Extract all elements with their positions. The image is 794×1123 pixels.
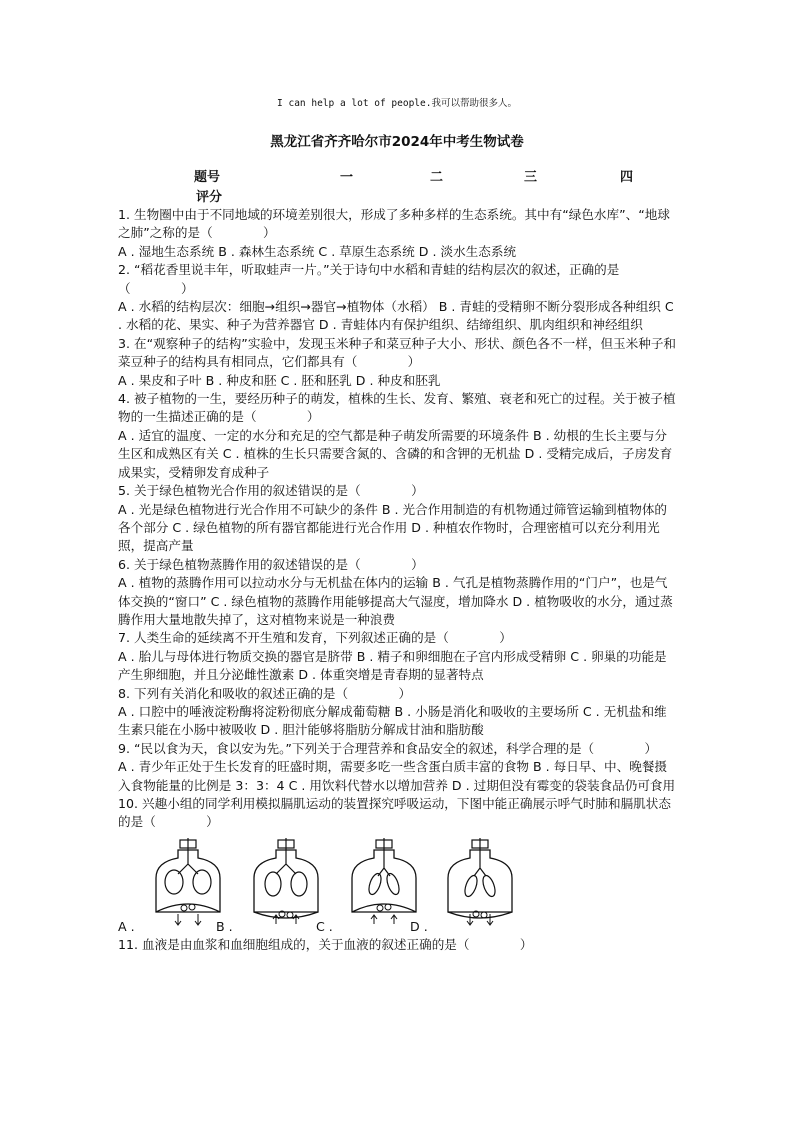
score-col-4: 四 xyxy=(620,170,634,185)
header-note: I can help a lot of people.我可以帮助很多人。 xyxy=(277,98,517,109)
question-options: A . 植物的蒸腾作用可以拉动水分与无机盐在体内的运输 B . 气孔是植物蒸腾作用的“门户”，也是气体交换的“窗口” C . 绿色植物的蒸腾作用能够提高大气湿度，增加降水 D . 植物吸收的水分，通过蒸腾作用大量地散失掉了，这对植物来说是一种浪费 xyxy=(118,575,673,627)
question-options: A . 胎儿与母体进行物质交换的器官是脐带 B . 精子和卵细胞在子宫内形成受精卵 C . 卵巢的功能是产生卵细胞，并且分泌雌性激素 D . 体重突增是青春期的显著特点 xyxy=(118,648,667,683)
figure-label-d: D . xyxy=(410,918,428,934)
score-col-2: 二 xyxy=(430,170,444,185)
question-text: 4. 被子植物的一生，要经历种子的萌发，植株的生长、发育、繁殖、衰老和死亡的过程。关于被子植物的一生描述正确的是（ ） xyxy=(118,391,676,425)
score-table xyxy=(190,166,650,206)
bell-jar-model-b xyxy=(246,838,326,926)
question-text: 8. 下列有关消化和吸收的叙述正确的是（ ） xyxy=(118,685,412,701)
question-text: 11. 血液是由血浆和血细胞组成的，关于血液的叙述正确的是（ ） xyxy=(118,936,533,952)
question-text: 7. 人类生命的延续离不开生殖和发育，下列叙述正确的是（ ） xyxy=(118,630,512,646)
score-row-header: 评分 xyxy=(196,190,223,205)
question-text: 3. 在“观察种子的结构”实验中，发现玉米种子和菜豆种子大小、形状、颜色各不一样，但玉米种子和菜豆种子的结构具有相同点，它们都具有（ ） xyxy=(118,335,677,370)
question-options: A . 光是绿色植物进行光合作用不可缺少的条件 B . 光合作用制造的有机物通过筛管运输到植物体的各个部分 C . 绿色植物的所有器官都能进行光合作用 D . 种植农作物时，合理密植可以充分利用光照，提高产量 xyxy=(118,501,668,554)
question-text: 2. “稻花香里说丰年，听取蛙声一片。”关于诗句中水稻和青蛙的结构层次的叙述，正确的是（ ） xyxy=(118,262,620,296)
question-text: 1. 生物圈中由于不同地域的环境差别很大，形成了多种多样的生态系统。其中有“绿色水库”、“地球之肺”之称的是（ ） xyxy=(118,207,670,241)
question-list xyxy=(118,206,678,954)
bell-jar-model-d xyxy=(440,838,520,926)
question-options: A . 适宜的温度、一定的水分和充足的空气都是种子萌发所需要的环境条件 B . 幼根的生长主要与分生区和成熟区有关 C . 植株的生长只需要含氮的、含磷的和含钾的无机盐 D . 受精完成后，子房发育成果实，受精卵发育成种子 xyxy=(118,427,673,480)
bell-jar-model-a xyxy=(148,838,228,926)
page-title: 黑龙江省齐齐哈尔市2024年中考生物试卷 xyxy=(270,134,524,150)
figure-label-a: A . xyxy=(118,918,135,934)
question-options: A . 果皮和子叶 B . 种皮和胚 C . 胚和胚乳 D . 种皮和胚乳 xyxy=(118,372,441,388)
question-text: 6. 关于绿色植物蒸腾作用的叙述错误的是（ ） xyxy=(118,556,424,572)
question-options: A . 口腔中的唾液淀粉酶将淀粉彻底分解成葡萄糖 B . 小肠是消化和吸收的主要场所 C . 无机盐和维生素只能在小肠中被吸收 D . 胆汁能够将脂肪分解成甘油和脂肪酸 xyxy=(118,703,667,738)
question-text: 10. 兴趣小组的同学利用模拟膈肌运动的装置探究呼吸运动，下图中能正确展示呼气时肺和膈肌状态的是（ ） xyxy=(118,796,671,830)
question-text: 5. 关于绿色植物光合作用的叙述错误的是（ ） xyxy=(118,483,424,499)
bell-jar-model-c xyxy=(344,838,424,926)
question-options: A . 湿地生态系统 B . 森林生态系统 C . 草原生态系统 D . 淡水生态系统 xyxy=(118,243,517,259)
question-options: A . 青少年正处于生长发育的旺盛时期，需要多吃一些含蛋白质丰富的食物 B . 每日早、中、晚餐摄入食物能量的比例是 3：3：4 C . 用饮料代替水以增加营养 D . 过期但没有霉变的袋装食品仍可食用 xyxy=(118,759,676,793)
diaphragm-model-figures xyxy=(118,838,678,936)
score-col-1: 一 xyxy=(340,170,354,185)
score-col-header: 题号 xyxy=(194,170,221,185)
score-col-3: 三 xyxy=(524,170,538,185)
figure-label-c: C . xyxy=(316,918,333,934)
question-text: 9. “民以食为天，食以安为先。”下列关于合理营养和食品安全的叙述，科学合理的是（ ） xyxy=(118,740,658,756)
figure-label-b: B . xyxy=(216,918,233,934)
question-options: A . 水稻的结构层次：细胞→组织→器官→植物体（水稻） B . 青蛙的受精卵不断分裂形成各种组织 C . 水稻的花、果实、种子为营养器官 D . 青蛙体内有保护组织、结缔组织、肌肉组织和神经组织 xyxy=(118,299,674,333)
